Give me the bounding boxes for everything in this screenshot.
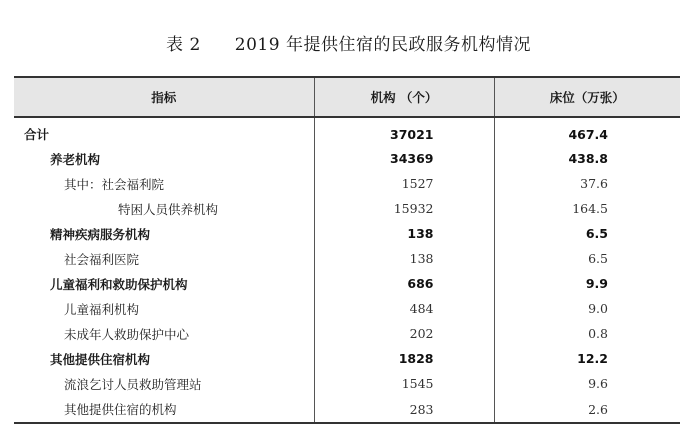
data-table-wrapper — [14, 76, 680, 424]
header-institutions: 机构 （个） — [314, 77, 494, 117]
header-indicator: 指标 — [151, 90, 177, 105]
row-beds: 9.9 — [494, 271, 680, 296]
table-caption: 2019 年提供住宿的民政服务机构情况 — [234, 35, 531, 55]
row-beds: 467.4 — [494, 117, 680, 146]
table-title — [0, 30, 697, 55]
row-beds: 2.6 — [494, 396, 680, 423]
row-beds: 438.8 — [494, 146, 680, 171]
table-row — [14, 171, 680, 196]
table-row — [14, 117, 680, 146]
row-institutions: 34369 — [314, 146, 494, 171]
table-row — [14, 396, 680, 423]
row-beds: 9.0 — [494, 296, 680, 321]
row-beds: 9.6 — [494, 371, 680, 396]
table-row — [14, 371, 680, 396]
row-label: 其中：社会福利院 — [64, 176, 165, 192]
data-table — [14, 76, 680, 424]
row-beds: 164.5 — [494, 196, 680, 221]
row-beds: 6.5 — [494, 221, 680, 246]
row-beds: 6.5 — [494, 246, 680, 271]
table-row — [14, 296, 680, 321]
row-institutions: 686 — [314, 271, 494, 296]
header-beds: 床位（万张） — [494, 77, 680, 117]
row-beds: 37.6 — [494, 171, 680, 196]
table-row — [14, 271, 680, 296]
row-institutions: 202 — [314, 321, 494, 346]
row-institutions: 283 — [314, 396, 494, 423]
row-label: 儿童福利机构 — [64, 301, 140, 317]
row-institutions: 1828 — [314, 346, 494, 371]
table-row — [14, 346, 680, 371]
row-label: 未成年人救助保护中心 — [64, 326, 190, 342]
row-label: 社会福利医院 — [64, 251, 140, 267]
header-row — [14, 77, 680, 117]
row-beds: 0.8 — [494, 321, 680, 346]
table-row — [14, 321, 680, 346]
row-label: 特困人员供养机构 — [118, 201, 219, 217]
table-header — [14, 77, 680, 117]
row-label: 其他提供住宿机构 — [50, 351, 151, 367]
row-institutions: 138 — [314, 246, 494, 271]
row-beds: 12.2 — [494, 346, 680, 371]
table-row — [14, 246, 680, 271]
row-label: 流浪乞讨人员救助管理站 — [64, 376, 202, 392]
row-institutions: 138 — [314, 221, 494, 246]
row-label: 合计 — [24, 127, 50, 142]
row-label: 精神疾病服务机构 — [50, 226, 151, 242]
table-number: 表 2 — [166, 35, 201, 55]
row-institutions: 484 — [314, 296, 494, 321]
table-row — [14, 196, 680, 221]
row-institutions: 37021 — [314, 117, 494, 146]
row-label: 其他提供住宿的机构 — [14, 396, 314, 423]
row-institutions: 1527 — [314, 171, 494, 196]
table-row — [14, 221, 680, 246]
table-row — [14, 146, 680, 171]
row-label: 儿童福利和救助保护机构 — [50, 276, 188, 292]
row-institutions: 1545 — [314, 371, 494, 396]
row-label: 养老机构 — [50, 151, 101, 167]
table-body — [14, 117, 680, 423]
row-institutions: 15932 — [314, 196, 494, 221]
